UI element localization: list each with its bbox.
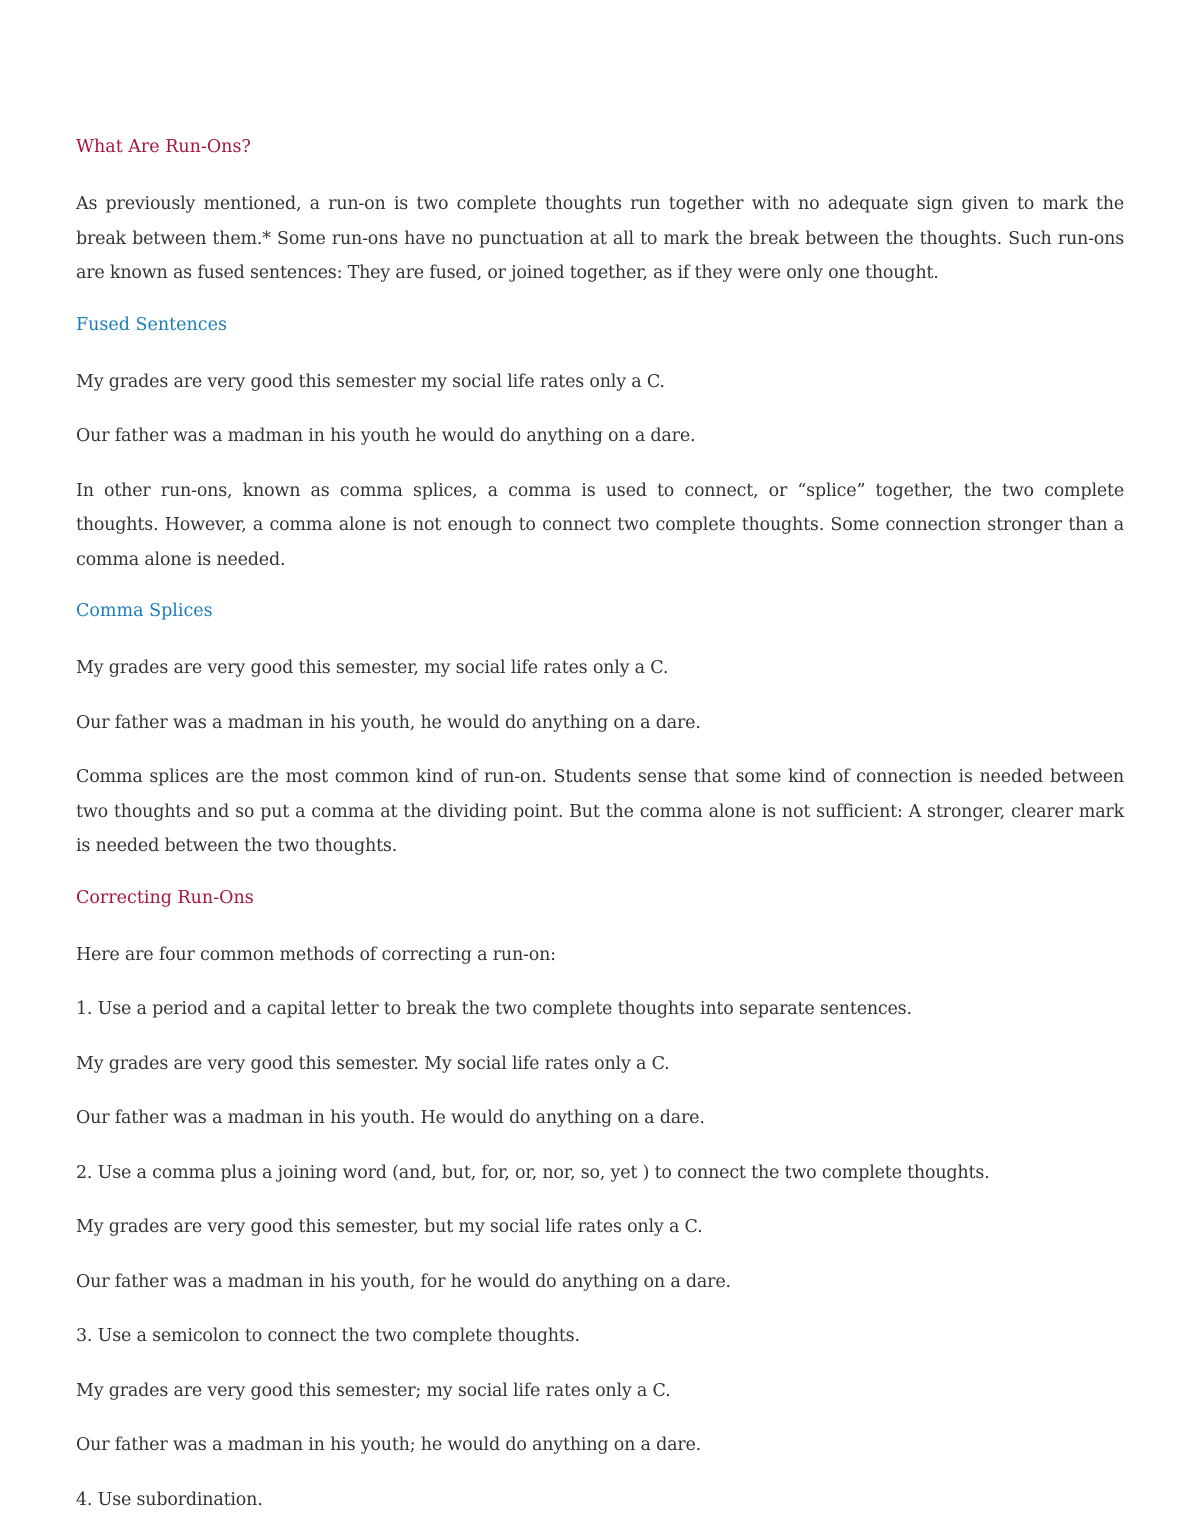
heading-fused-sentences: Fused Sentences [76, 311, 1124, 339]
method-1-example-2: Our father was a madman in his youth. He would do anything on a dare. [76, 1101, 1124, 1136]
method-3-example-1: My grades are very good this semester; my social life rates only a C. [76, 1374, 1124, 1409]
method-1: 1. Use a period and a capital letter to break the two complete thoughts into separate sentences. [76, 992, 1124, 1027]
methods-intro: Here are four common methods of correcting a run-on: [76, 938, 1124, 973]
intro-paragraph: As previously mentioned, a run-on is two complete thoughts run together with no adequate sign given to mark the break between them.* Some run-ons have no punctuation at all to mark the break between the thoughts. Such run-ons are known as fused sentences: They are fused, or joined together, as if they were only one thought. [76, 187, 1124, 291]
comma-splice-intro: In other run-ons, known as comma splices, a comma is used to connect, or “splice” together, the two complete thoughts. However, a comma alone is not enough to connect two complete thoughts. Some connection stronger than a comma alone is needed. [76, 474, 1124, 578]
fused-example-1: My grades are very good this semester my social life rates only a C. [76, 365, 1124, 400]
heading-comma-splices: Comma Splices [76, 597, 1124, 625]
method-3: 3. Use a semicolon to connect the two complete thoughts. [76, 1319, 1124, 1354]
method-2-example-2: Our father was a madman in his youth, for he would do anything on a dare. [76, 1265, 1124, 1300]
heading-correcting-run-ons: Correcting Run-Ons [76, 884, 1124, 912]
method-4: 4. Use subordination. [76, 1483, 1124, 1517]
comma-splice-explanation: Comma splices are the most common kind of run-on. Students sense that some kind of connection is needed between two thoughts and so put a comma at the dividing point. But the comma alone is not sufficient: A stronger, clearer mark is needed between the two thoughts. [76, 760, 1124, 864]
fused-example-2: Our father was a madman in his youth he would do anything on a dare. [76, 419, 1124, 454]
heading-what-are-run-ons: What Are Run-Ons? [76, 133, 1124, 161]
method-1-example-1: My grades are very good this semester. My social life rates only a C. [76, 1047, 1124, 1082]
method-2: 2. Use a comma plus a joining word (and, but, for, or, nor, so, yet ) to connect the two complete thoughts. [76, 1156, 1124, 1191]
comma-example-2: Our father was a madman in his youth, he would do anything on a dare. [76, 706, 1124, 741]
comma-example-1: My grades are very good this semester, my social life rates only a C. [76, 651, 1124, 686]
method-3-example-2: Our father was a madman in his youth; he would do anything on a dare. [76, 1428, 1124, 1463]
method-2-example-1: My grades are very good this semester, but my social life rates only a C. [76, 1210, 1124, 1245]
